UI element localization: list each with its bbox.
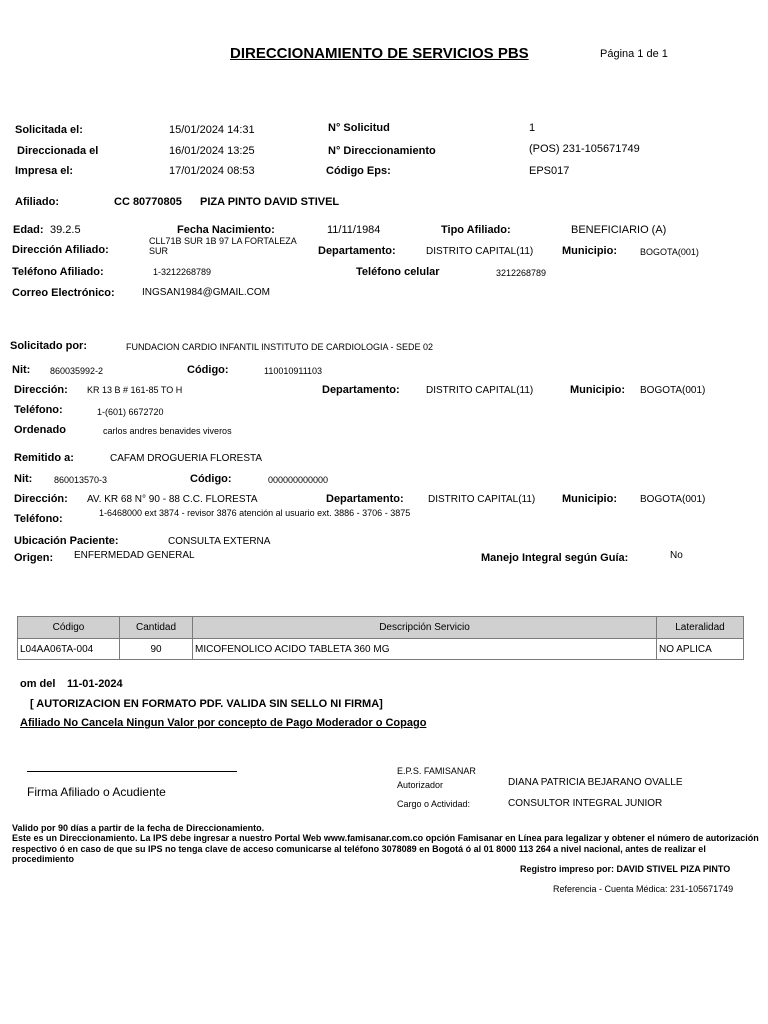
remitido-direccion-value: AV. KR 68 N° 90 - 88 C.C. FLORESTA [87, 494, 258, 505]
remitido-label: Remitido a: [14, 452, 74, 464]
header-lateralidad: Lateralidad [657, 617, 744, 639]
telefono-celular-label: Teléfono celular [356, 266, 440, 278]
direccionada-label: Direccionada el [17, 145, 99, 157]
direccion-afiliado-label: Dirección Afiliado: [12, 244, 109, 256]
autorizador-value: DIANA PATRICIA BEJARANO OVALLE [508, 777, 683, 788]
edad-label: Edad: [13, 224, 44, 236]
autorizador-label: Autorizador [397, 780, 444, 790]
correo-label: Correo Electrónico: [12, 287, 115, 299]
municipio-afiliado-label: Municipio: [562, 245, 617, 257]
manejo-value: No [670, 550, 683, 561]
solicitante-codigo-value: 110010911103 [264, 366, 323, 376]
ordenado-value: carlos andres benavides viveros [103, 426, 232, 436]
firma-label: Firma Afiliado o Acudiente [27, 785, 166, 799]
solicitante-nit-value: 860035992-2 [50, 366, 104, 376]
nsolicitud-value: 1 [529, 122, 536, 134]
header-cantidad: Cantidad [120, 617, 193, 639]
codigo-eps-value: EPS017 [529, 165, 570, 177]
ordenado-label: Ordenado [14, 424, 66, 436]
afiliado-label: Afiliado: [15, 196, 59, 208]
referencia-cuenta: Referencia - Cuenta Médica: 231-105671749 [553, 884, 734, 894]
solicitante-municipio-label: Municipio: [570, 384, 625, 396]
departamento-afiliado-label: Departamento: [318, 245, 396, 257]
solicitante-telefono-label: Teléfono: [14, 404, 63, 416]
municipio-afiliado-value: BOGOTA(001) [640, 247, 699, 257]
om-label: om del [20, 678, 56, 690]
remitido-direccion-label: Dirección: [14, 493, 68, 505]
remitido-nit-label: Nit: [14, 473, 33, 485]
remitido-municipio-value: BOGOTA(001) [640, 494, 706, 505]
direccion-afiliado-line1: CLL71B SUR 1B 97 LA FORTALEZA [149, 236, 297, 246]
direccionada-value: 16/01/2024 13:25 [169, 145, 255, 157]
solicitada-label: Solicitada el: [15, 124, 83, 136]
telefono-celular-value: 3212268789 [496, 268, 547, 278]
cell-descripcion: MICOFENOLICO ACIDO TABLETA 360 MG [193, 639, 657, 660]
solicitado-name: FUNDACION CARDIO INFANTIL INSTITUTO DE CARDIOLOGIA - SEDE 02 [126, 342, 434, 352]
afiliado-id: CC 80770805 [114, 196, 182, 208]
solicitante-nit-label: Nit: [12, 364, 31, 376]
solicitante-codigo-label: Código: [187, 364, 229, 376]
solicitante-departamento-label: Departamento: [322, 384, 400, 396]
header-descripcion: Descripción Servicio [193, 617, 657, 639]
remitido-codigo-label: Código: [190, 473, 232, 485]
solicitado-label: Solicitado por: [10, 340, 87, 352]
solicitada-value: 15/01/2024 14:31 [169, 124, 255, 136]
solicitante-direccion-value: KR 13 B # 161-85 TO H [87, 385, 183, 395]
codigo-eps-label: Código Eps: [326, 165, 391, 177]
origen-label: Origen: [14, 552, 54, 564]
solicitante-municipio-value: BOGOTA(001) [640, 385, 706, 396]
remitido-departamento-label: Departamento: [326, 493, 404, 505]
autorizacion-note: [ AUTORIZACION EN FORMATO PDF. VALIDA SIN SELLO NI FIRMA] [30, 698, 383, 710]
cell-lateralidad: NO APLICA [657, 639, 744, 660]
solicitante-telefono-value: 1-(601) 6672720 [97, 407, 164, 417]
copago-note: Afiliado No Cancela Ningun Valor por concepto de Pago Moderador o Copago [20, 717, 427, 729]
correo-value: INGSAN1984@GMAIL.COM [142, 287, 270, 298]
table-header-row [18, 617, 744, 639]
om-date: 11-01-2024 [67, 678, 123, 690]
impresa-label: Impresa el: [15, 165, 74, 177]
services-table [17, 616, 744, 660]
footer-text [12, 823, 762, 864]
telefono-afiliado-label: Teléfono Afiliado: [12, 266, 104, 278]
direccion-afiliado-line2: SUR [149, 246, 169, 256]
afiliado-name: PIZA PINTO DAVID STIVEL [200, 196, 340, 208]
ndireccionamiento-value: (POS) 231-105671749 [529, 143, 640, 155]
remitido-municipio-label: Municipio: [562, 493, 617, 505]
tipo-afiliado-label: Tipo Afiliado: [441, 224, 511, 236]
fecha-nac-value: 11/11/1984 [327, 224, 381, 236]
tipo-afiliado-value: BENEFICIARIO (A) [571, 224, 667, 236]
remitido-departamento-value: DISTRITO CAPITAL(11) [428, 494, 536, 505]
edad-value: 39.2.5 [50, 224, 81, 236]
departamento-afiliado-value: DISTRITO CAPITAL(11) [426, 246, 534, 257]
validity-note: Valido por 90 días a partir de la fecha de Direccionamiento. [12, 823, 265, 833]
cargo-label: Cargo o Actividad: [397, 799, 471, 809]
direccionamiento-note: Este es un Direccionamiento. La IPS debe ingresar a nuestro Portal Web www.famisanar.com.co opción Famisanar en Línea para legalizar y obtener el número de autorización respectivo ó en caso de que su IPS no tenga clave de acceso comunicarse al teléfono 3078089 en Bogotá ó al 01 8000 113 264 a nivel nacional, antes de realizar el procedimiento [12, 833, 759, 865]
ndireccionamiento-label: N° Direccionamiento [328, 145, 436, 157]
solicitante-direccion-label: Dirección: [14, 384, 68, 396]
cargo-value: CONSULTOR INTEGRAL JUNIOR [508, 798, 663, 809]
impresa-value: 17/01/2024 08:53 [169, 165, 255, 177]
nsolicitud-label: N° Solicitud [328, 122, 390, 134]
eps-name: E.P.S. FAMISANAR [397, 766, 476, 776]
remitido-codigo-value: 000000000000 [268, 475, 329, 485]
fecha-nac-label: Fecha Nacimiento: [177, 224, 275, 236]
cell-codigo: L04AA06TA-004 [18, 639, 120, 660]
remitido-nit-value: 860013570-3 [54, 475, 108, 485]
page-title: DIRECCIONAMIENTO DE SERVICIOS PBS [230, 45, 529, 62]
remitido-telefono-value: 1-6468000 ext 3874 - revisor 3876 atención al usuario ext. 3886 - 3706 - 3875 [99, 508, 411, 518]
table-row [18, 639, 744, 660]
ubicacion-value: CONSULTA EXTERNA [168, 536, 271, 547]
registro-impreso: Registro impreso por: DAVID STIVEL PIZA PINTO [520, 864, 731, 874]
remitido-name: CAFAM DROGUERIA FLORESTA [110, 453, 263, 464]
ubicacion-label: Ubicación Paciente: [14, 535, 119, 547]
origen-value: ENFERMEDAD GENERAL [74, 550, 195, 561]
header-codigo: Código [18, 617, 120, 639]
page-number: Página 1 de 1 [600, 48, 668, 60]
cell-cantidad: 90 [120, 639, 193, 660]
signature-line [27, 771, 237, 772]
telefono-afiliado-value: 1-3212268789 [153, 267, 212, 277]
solicitante-departamento-value: DISTRITO CAPITAL(11) [426, 385, 534, 396]
manejo-label: Manejo Integral según Guía: [481, 552, 629, 564]
remitido-telefono-label: Teléfono: [14, 513, 63, 525]
